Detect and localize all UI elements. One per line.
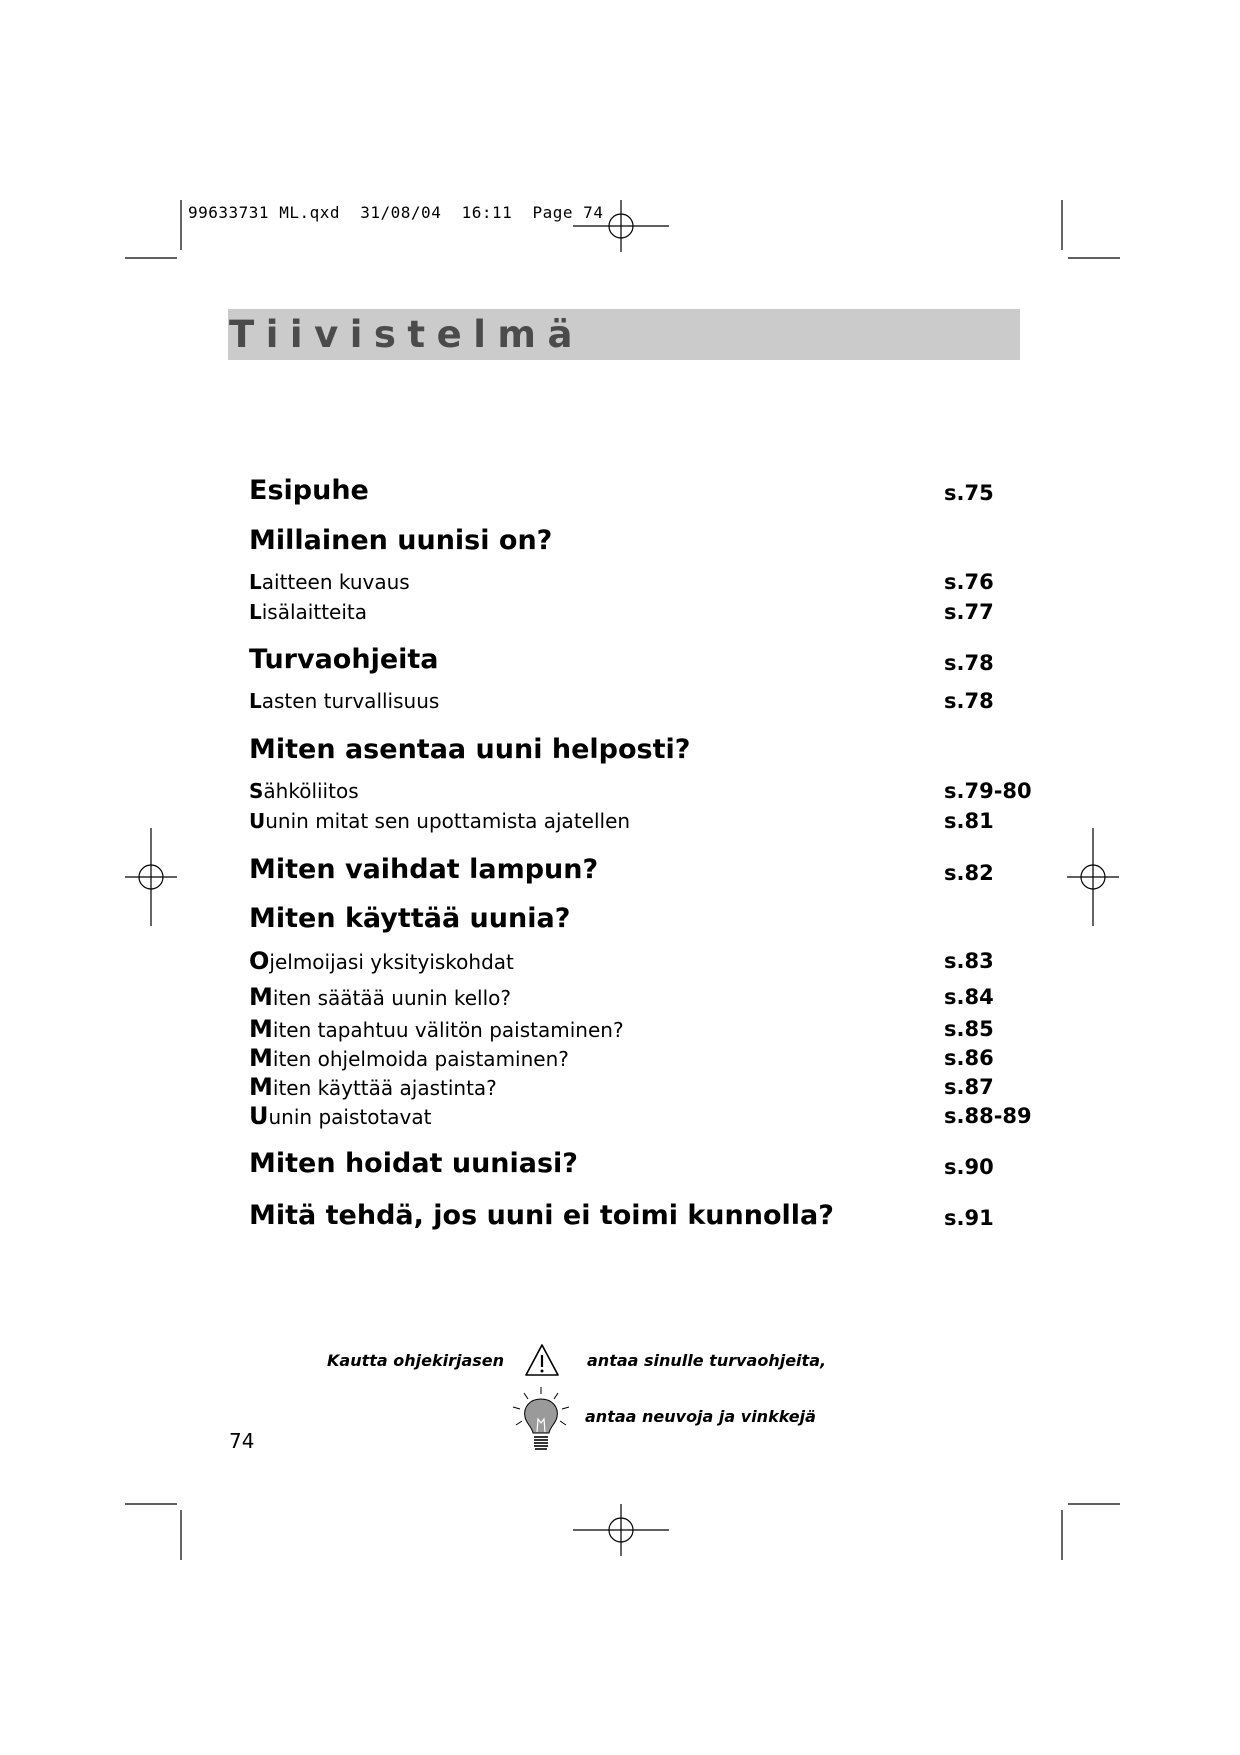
toc-heading-turvaohjeita: Turvaohjeita bbox=[249, 644, 439, 675]
toc-item-mitat: Uunin mitat sen upottamista ajatellen bbox=[249, 809, 631, 833]
page-title: Tiivistelmä bbox=[229, 313, 584, 356]
registration-mark-bottom bbox=[573, 1504, 669, 1556]
legend-lead-text: Kautta ohjekirjasen bbox=[327, 1351, 505, 1370]
toc-page-esipuhe: s.75 bbox=[944, 481, 994, 505]
toc-page-laitteen: s.76 bbox=[944, 570, 994, 594]
toc-page-lisalaitteita: s.77 bbox=[944, 600, 994, 624]
toc-page-ajastin: s.87 bbox=[944, 1075, 994, 1099]
page-number: 74 bbox=[229, 1429, 255, 1453]
toc-item-ohjelmoida: Miten ohjelmoida paistaminen? bbox=[249, 1044, 569, 1072]
toc-page-valiton: s.85 bbox=[944, 1017, 994, 1041]
toc-page-paistotavat: s.88-89 bbox=[944, 1104, 1032, 1128]
registration-mark-left bbox=[125, 828, 177, 926]
lightbulb-icon bbox=[510, 1385, 572, 1457]
toc-page-kello: s.84 bbox=[944, 985, 994, 1009]
toc-page-hoidat: s.90 bbox=[944, 1155, 994, 1179]
toc-page-ohjelmoida: s.86 bbox=[944, 1046, 994, 1070]
toc-item-lisalaitteita: Lisälaitteita bbox=[249, 600, 367, 624]
toc-page-turvaohjeita: s.78 bbox=[944, 651, 994, 675]
toc-item-lasten: Lasten turvallisuus bbox=[249, 689, 440, 713]
toc-page-lasten: s.78 bbox=[944, 689, 994, 713]
toc-heading-esipuhe: Esipuhe bbox=[249, 475, 369, 506]
toc-page-toimi: s.91 bbox=[944, 1206, 994, 1230]
toc-item-laitteen: Laitteen kuvaus bbox=[249, 570, 410, 594]
toc-page-ohjelmoijasi: s.83 bbox=[944, 949, 994, 973]
file-slug: 99633731 ML.qxd 31/08/04 16:11 Page 74 bbox=[188, 203, 604, 222]
legend-tips-text: antaa neuvoja ja vinkkejä bbox=[585, 1407, 816, 1426]
toc-item-paistotavat: Uunin paistotavat bbox=[249, 1102, 432, 1130]
toc-item-kello: Miten säätää uunin kello? bbox=[249, 983, 512, 1011]
toc-item-ohjelmoijasi: Ojelmoijasi yksityiskohdat bbox=[249, 947, 514, 975]
toc-heading-asentaa: Miten asentaa uuni helposti? bbox=[249, 734, 691, 765]
registration-mark-right bbox=[1067, 828, 1119, 926]
toc-page-sahkoliitos: s.79-80 bbox=[944, 779, 1032, 803]
toc-heading-hoidat: Miten hoidat uuniasi? bbox=[249, 1148, 578, 1179]
toc-page-mitat: s.81 bbox=[944, 809, 994, 833]
toc-heading-kayttaa: Miten käyttää uunia? bbox=[249, 903, 571, 934]
toc-heading-millainen: Millainen uunisi on? bbox=[249, 525, 553, 556]
toc-heading-toimi: Mitä tehdä, jos uuni ei toimi kunnolla? bbox=[249, 1200, 834, 1231]
warning-triangle-icon bbox=[524, 1343, 560, 1377]
toc-item-sahkoliitos: Sähköliitos bbox=[249, 779, 359, 803]
toc-page-lamppu: s.82 bbox=[944, 861, 994, 885]
toc-item-ajastin: Miten käyttää ajastinta? bbox=[249, 1073, 497, 1101]
toc-item-valiton: Miten tapahtuu välitön paistaminen? bbox=[249, 1015, 624, 1043]
toc-heading-lamppu: Miten vaihdat lampun? bbox=[249, 854, 599, 885]
legend-warning-text: antaa sinulle turvaohjeita, bbox=[587, 1351, 827, 1370]
